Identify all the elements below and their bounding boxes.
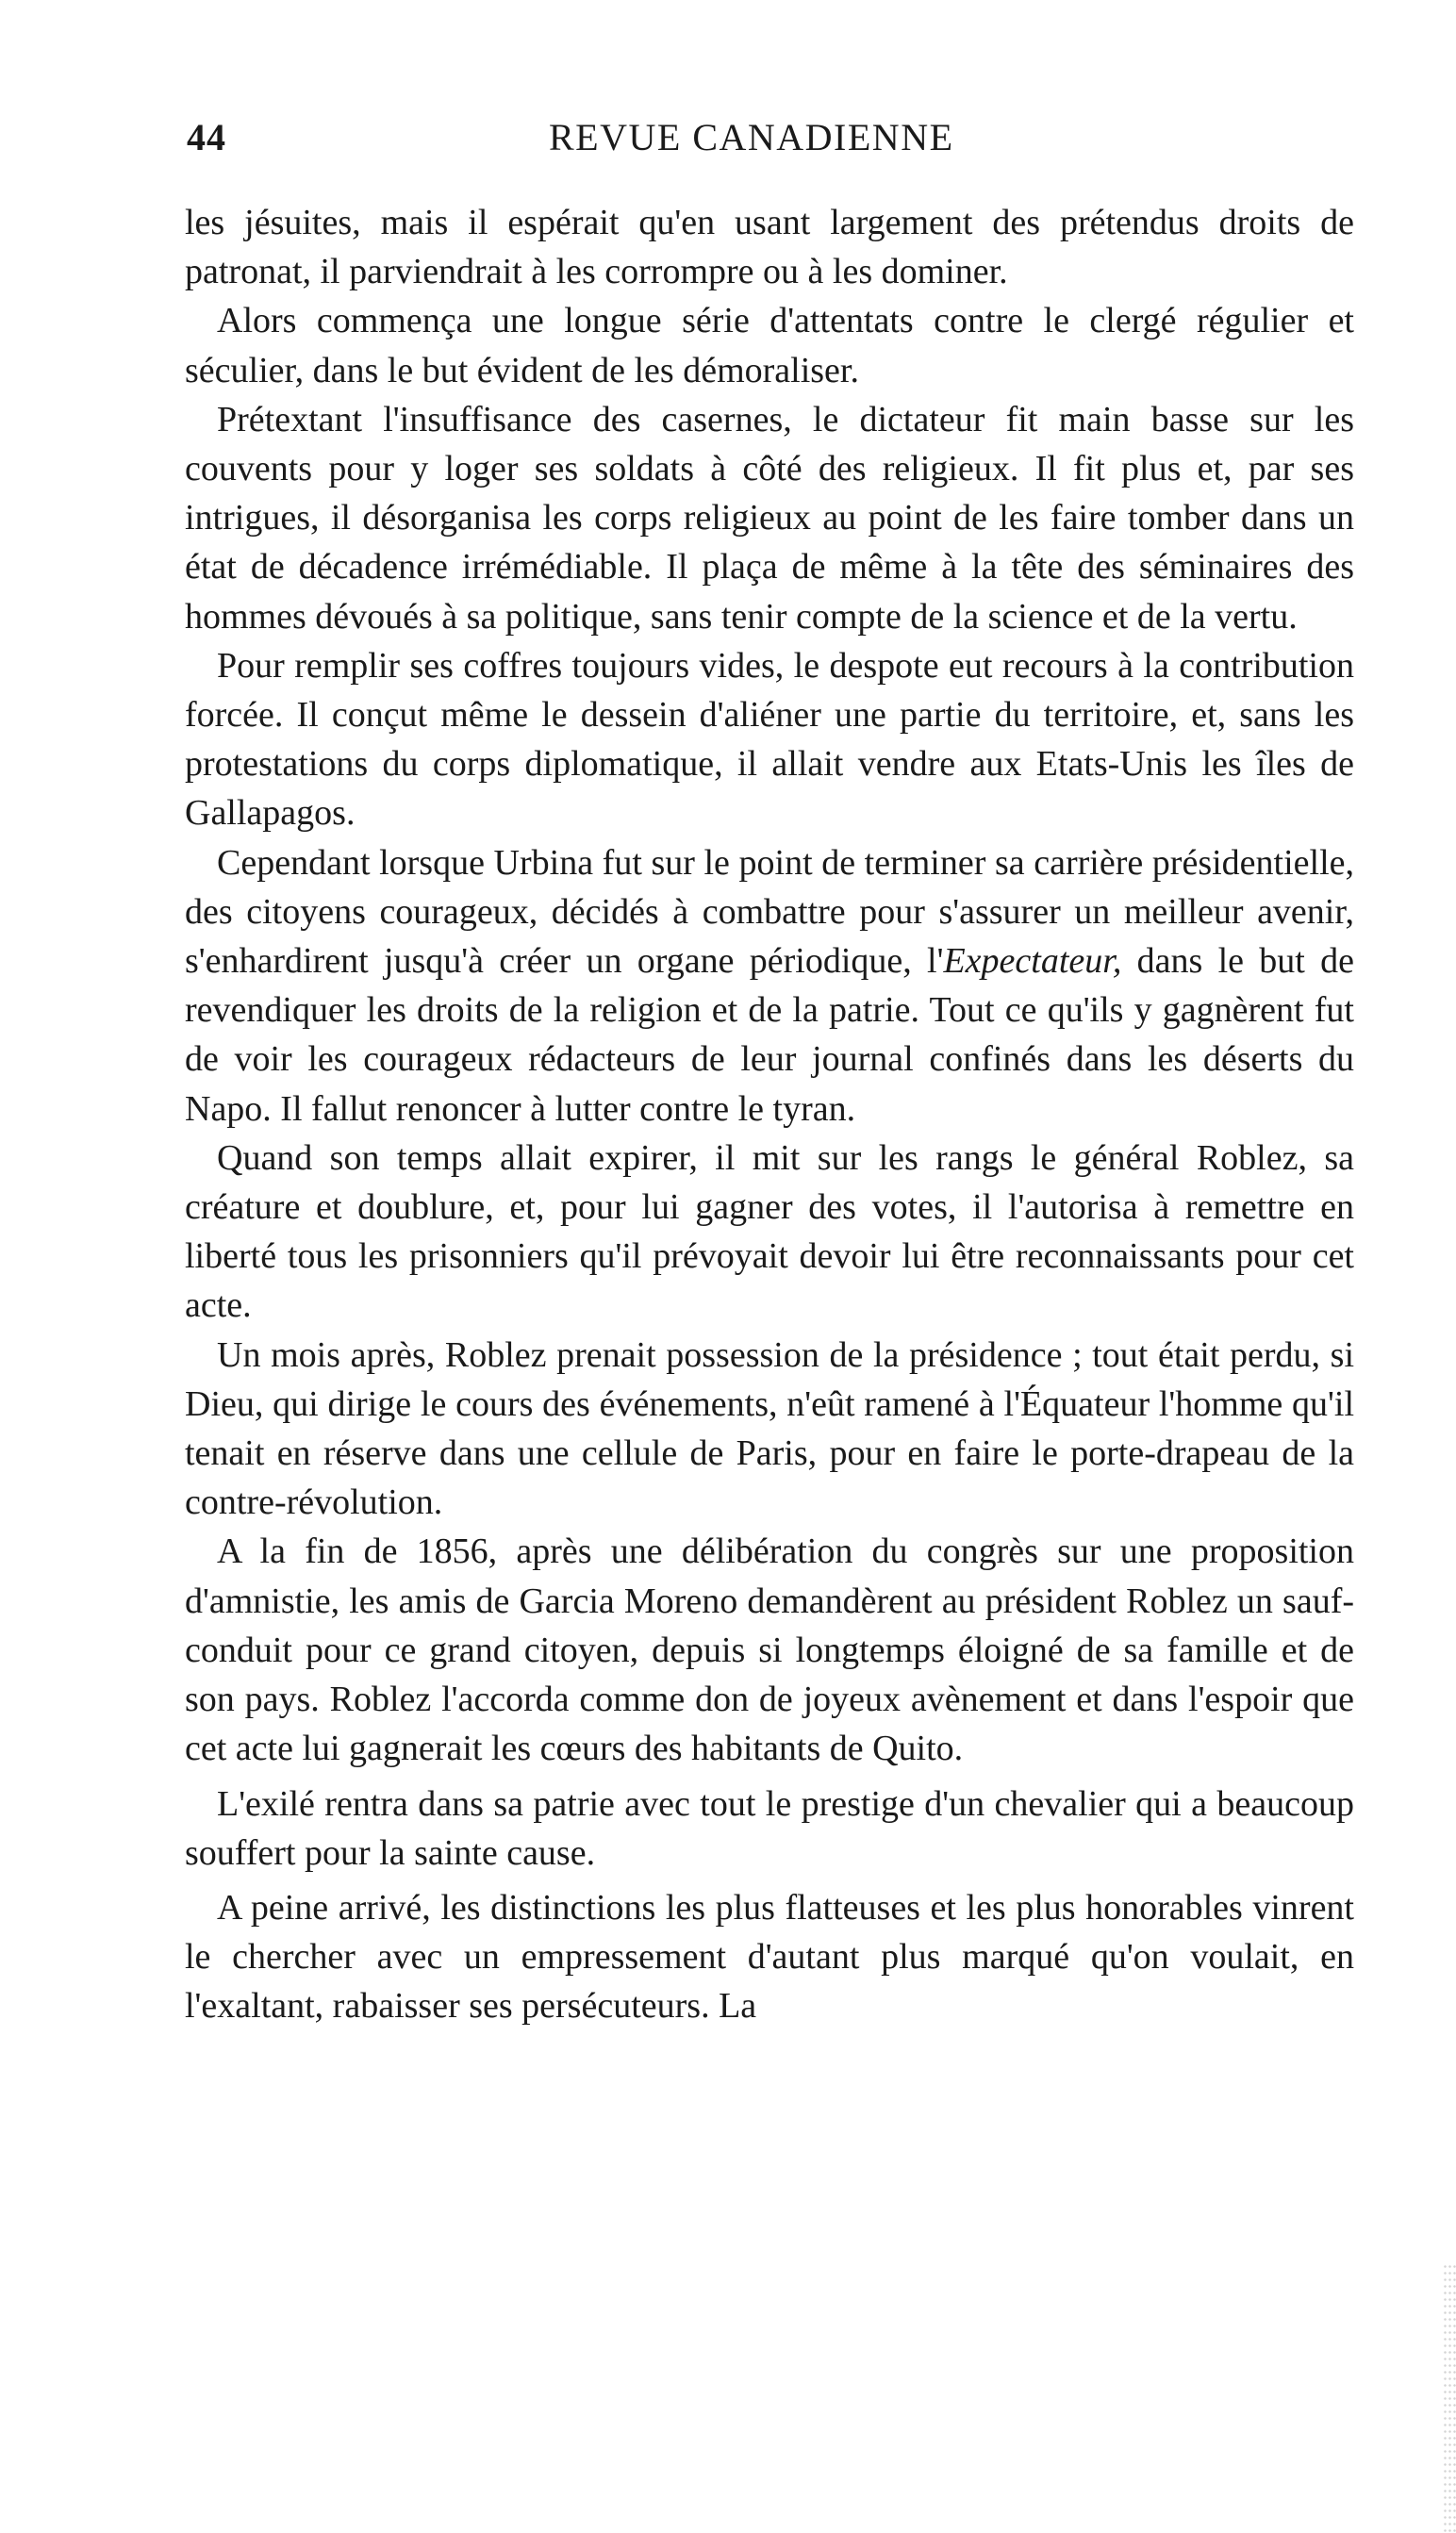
paragraph-5-start: Cependant lorsque Urbina fut sur le point de terminer sa carrière présidentielle, des citoyens courageux, décidés à combattre pour s'assurer un meilleur avenir, s'enhardirent jusqu'à créer un organe périodique, l' — [185, 842, 1354, 982]
paragraph-7: Un mois après, Roblez prenait possession de la présidence ; tout était perdu, si Dieu, qui dirige le cours des événements, n'eût ramené à l'Équateur l'homme qu'il tenait en réserve dans une cellule de Paris, pour en faire le porte-drapeau de la contre-révolution. — [185, 1334, 1354, 1523]
journal-title: REVUE CANADIENNE — [549, 116, 954, 158]
paragraph-6: Quand son temps allait expirer, il mit sur les rangs le général Roblez, sa créature et doublure, et, pour lui gagner des votes, il l'autorisa à remettre en liberté tous les prisonniers qu'il prévoyait devoir lui être reconnaissants pour cet acte. — [185, 1137, 1354, 1326]
body-text — [185, 198, 1354, 2031]
scan-margin-speckle — [1443, 2263, 1456, 2533]
page-number: 44 — [187, 116, 226, 158]
paragraph-3: Prétextant l'insuffisance des casernes, le dictateur fit main basse sur les couvents pour y loger ses soldats à côté des religieux. Il fit plus et, par ses intrigues, il désorganisa les corps religieux au point de les faire tomber dans un état de décadence irrémédiable. Il plaça de même à la tête des séminaires des hommes dévoués à sa politique, sans tenir compte de la science et de la vertu. — [185, 399, 1354, 637]
paragraph-2: Alors commença une longue série d'attentats contre le clergé régulier et séculier, dans le but évident de les démoraliser. — [185, 301, 1354, 390]
newspaper-title: Expectateur, — [943, 941, 1122, 982]
paragraph-4: Pour remplir ses coffres toujours vides, le despote eut recours à la contribution forcée. Il conçut même le dessein d'aliéner une partie du territoire, et, sans les protestations du corps diplomatique, il allait vendre aux Etats-Unis les îles de Gallapagos. — [185, 645, 1354, 834]
paragraph-1: les jésuites, mais il espérait qu'en usant largement des prétendus droits de patronat, il parviendrait à les corrompre ou à les dominer. — [185, 203, 1354, 292]
paragraph-5-end: dans le but de revendiquer les droits de la religion et de la patrie. Tout ce qu'ils y gagnèrent fut de voir les courageux rédacteurs de leur journal confinés dans les déserts du Napo. Il fallut renoncer à lutter contre le tyran. — [185, 941, 1354, 1129]
paragraph-9: L'exilé rentra dans sa patrie avec tout le prestige d'un chevalier qui a beaucoup souffert pour la sainte cause. — [185, 1783, 1354, 1873]
running-head — [187, 115, 1356, 172]
paragraph-5 — [185, 838, 1354, 1134]
paragraph-10: A peine arrivé, les distinctions les plus flatteuses et les plus honorables vinrent le chercher avec un empressement d'autant plus marqué qu'on voulait, en l'exaltant, rabaisser ses persécuteurs. La — [185, 1887, 1354, 2027]
paragraph-8: A la fin de 1856, après une délibération du congrès sur une proposition d'amnistie, les amis de Garcia Moreno demandèrent au président Roblez un sauf-conduit pour ce grand citoyen, depuis si longtemps éloigné de sa famille et de son pays. Roblez l'accorda comme don de joyeux avènement et dans l'espoir que cet acte lui gagnerait les cœurs des habitants de Quito. — [185, 1531, 1354, 1769]
